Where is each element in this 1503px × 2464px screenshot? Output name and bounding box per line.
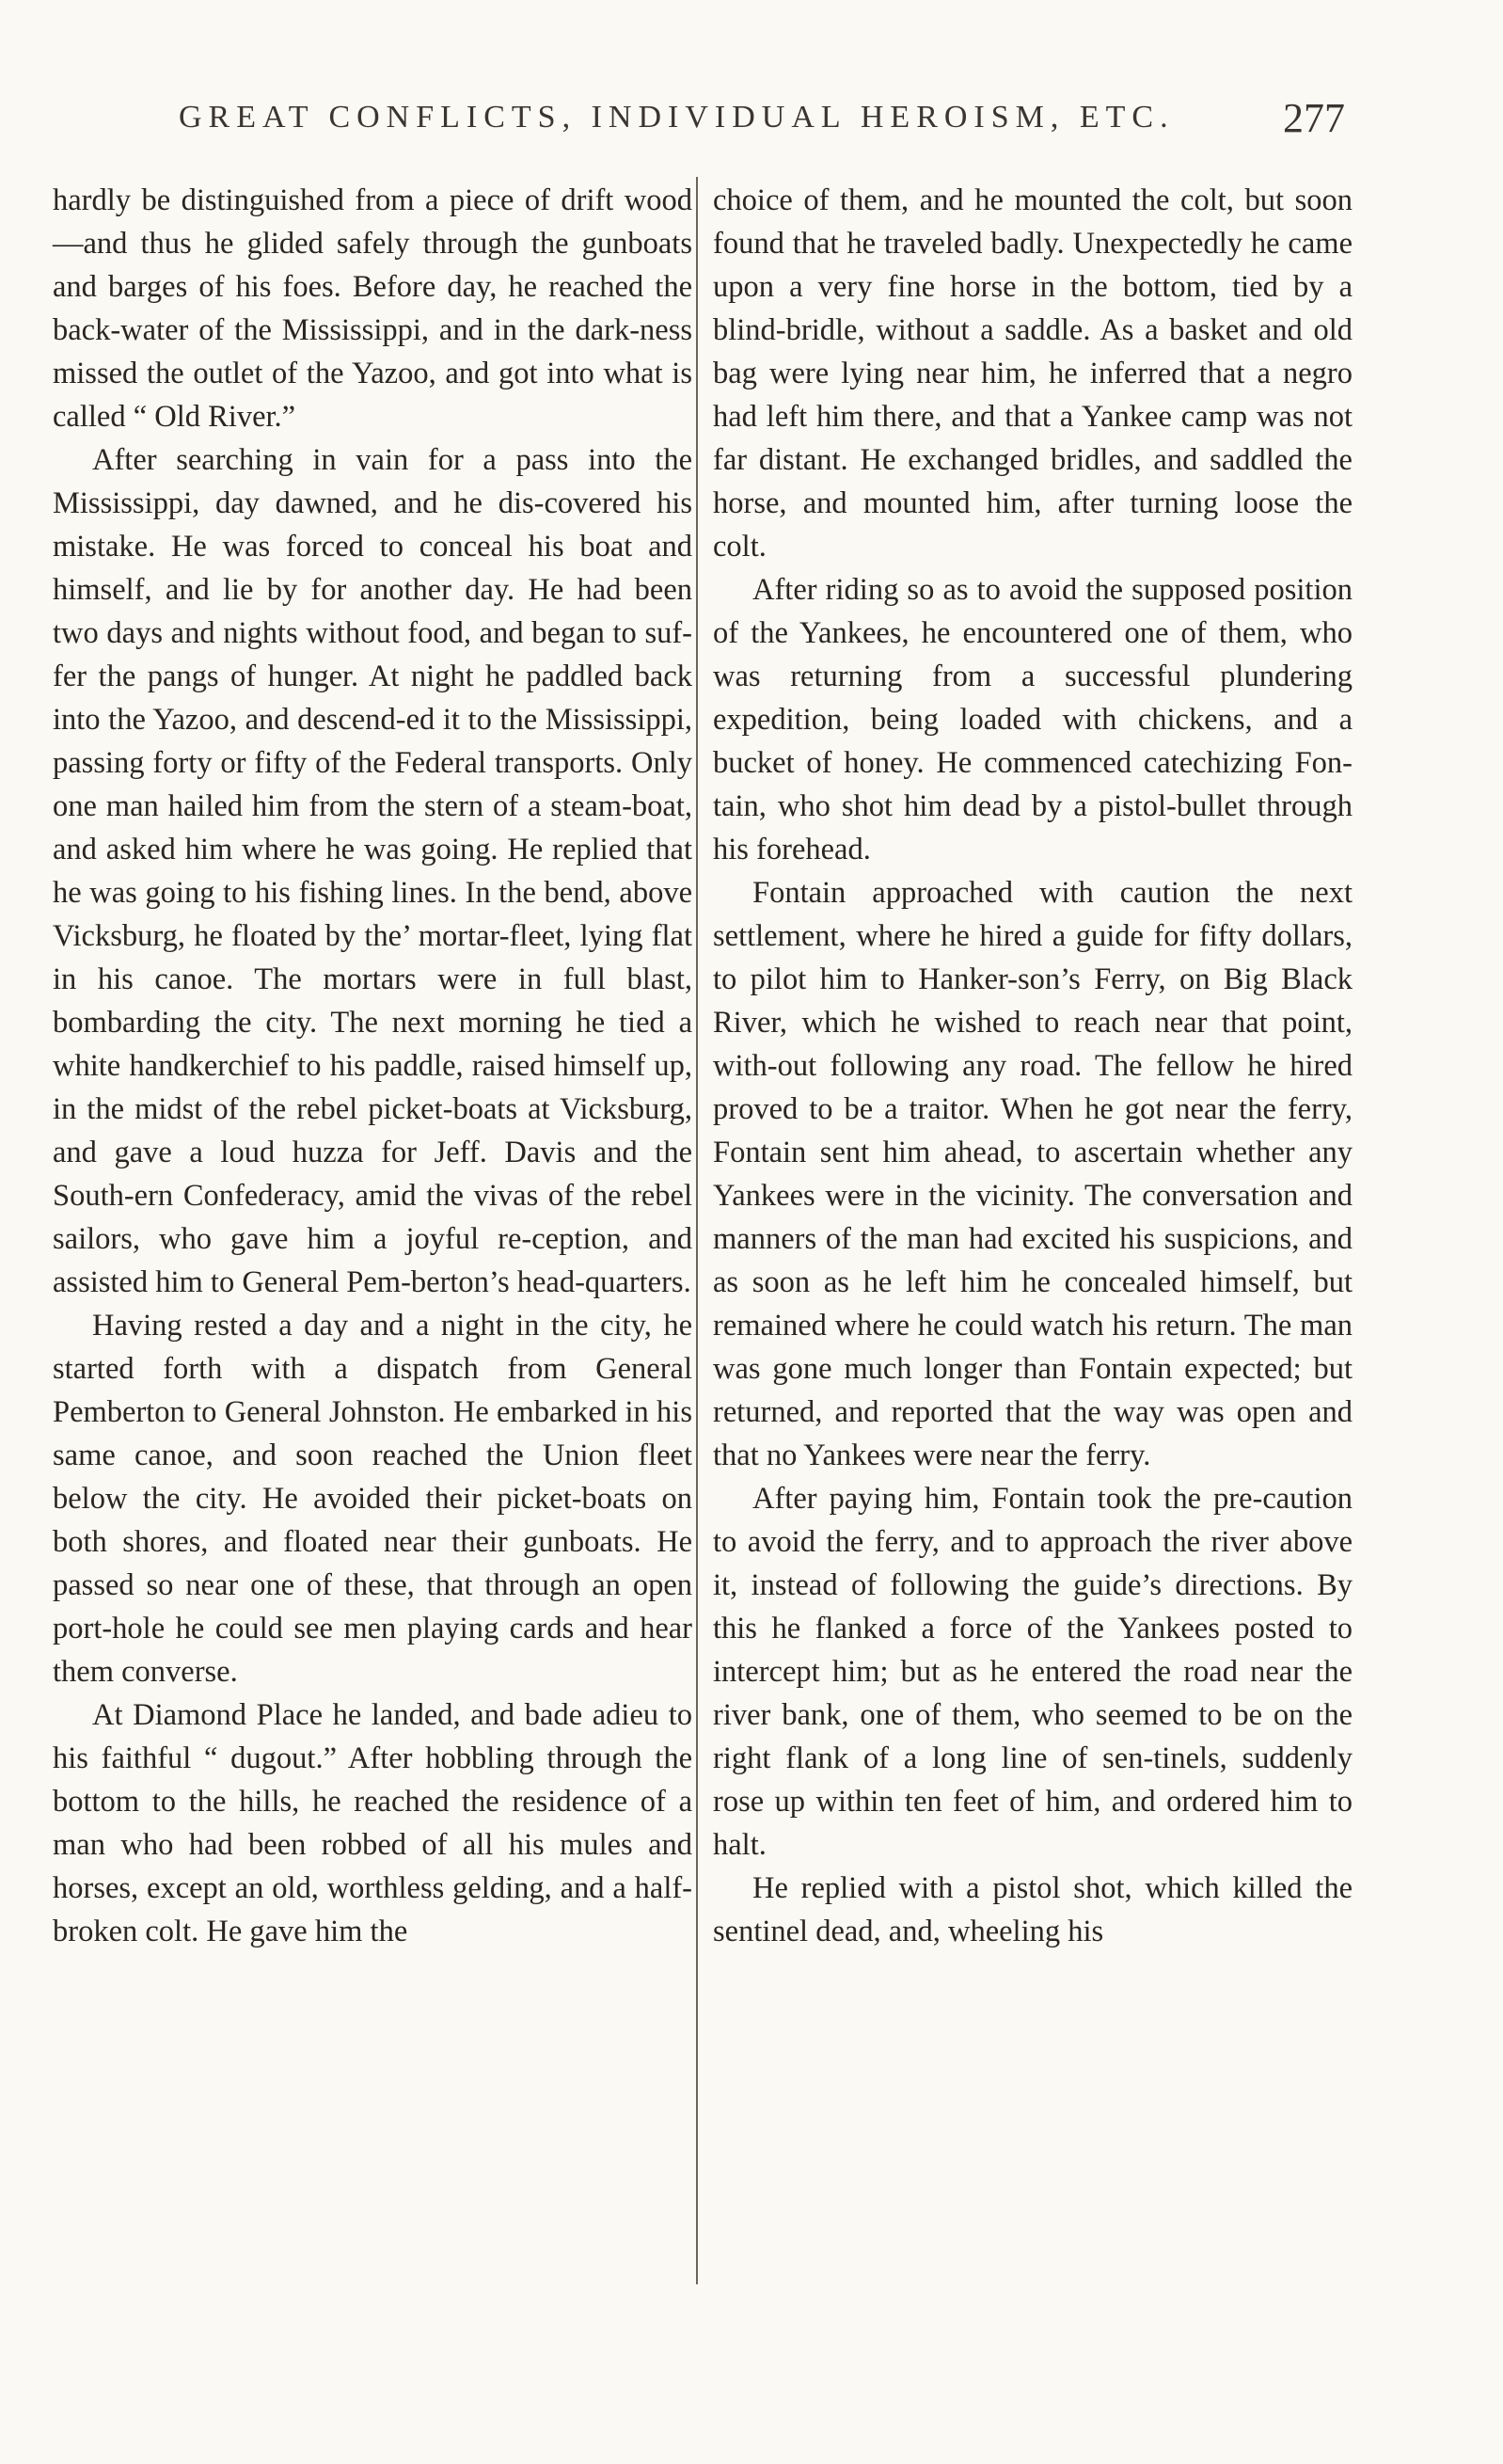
paragraph: After riding so as to avoid the supposed position of the Yankees, he encountered one of them, who was returning from a successful plundering expedition, being loaded with chickens, and a bucket of honey. He commenced catechizing Fon-tain, who shot him dead by a pistol-bullet through his forehead. bbox=[713, 573, 1353, 866]
page-header bbox=[179, 94, 1345, 151]
paragraph: Fontain approached with caution the next settlement, where he hired a guide for fifty dollars, to pilot him to Hanker-son’s Ferry, on Big Black River, which he wished to reach near that point, with-out following any road. The fellow he hired proved to be a traitor. When he got near the ferry, Fontain sent him ahead, to ascertain whether any Yankees were in the vicinity. The conversation and manners of the man had excited his suspicions, and as soon as he left him he concealed himself, but remained where he could watch his return. The man was gone much longer than Fontain expected; but returned, and reported that the way was open and that no Yankees were near the ferry. bbox=[713, 876, 1353, 1472]
paragraph: At Diamond Place he landed, and bade adieu to his faithful “ dugout.” After hobbling through the bottom to the hills, he reached the residence of a man who had been robbed of all his mules and horses, except an old, worthless gelding, and a half-broken colt. He gave him the bbox=[53, 1698, 692, 1948]
paragraph: After searching in vain for a pass into the Mississippi, day dawned, and he dis-covered his mistake. He was forced to conceal his boat and himself, and lie by for another day. He had been two days and nights without food, and began to suf-fer the pangs of hunger. At night he paddled back into the Yazoo, and descend-ed it to the Mississippi, passing forty or fifty of the Federal transports. Only one man hailed him from the stern of a steam-boat, and asked him where he was going. He replied that he was going to his fishing lines. In the bend, above Vicksburg, he floated by the’ mortar-fleet, lying flat in his canoe. The mortars were in full blast, bombarding the city. The next morning he tied a white handkerchief to his paddle, raised himself up, in the midst of the rebel picket-boats at Vicksburg, and gave a loud huzza for Jeff. Davis and the South-ern Confederacy, amid the vivas of the rebel sailors, who gave him a joyful re-ception, and assisted him to General Pem-berton’s head-quarters. bbox=[53, 443, 692, 1299]
right-column bbox=[713, 179, 1353, 1953]
left-column bbox=[53, 179, 692, 1953]
paragraph: choice of them, and he mounted the colt, but soon found that he traveled badly. Unexpectedly he came upon a very fine horse in the bottom, tied by a blind-bridle, without a saddle. As a basket and old bag were lying near him, he inferred that a negro had left him there, and that a Yankee camp was not far distant. He exchanged bridles, and saddled the horse, and mounted him, after turning loose the colt. bbox=[713, 183, 1353, 564]
column-divider bbox=[696, 177, 698, 2284]
page-number: 277 bbox=[1283, 95, 1345, 141]
running-head: GREAT CONFLICTS, INDIVIDUAL HEROISM, ETC. bbox=[179, 100, 1175, 135]
paragraph: hardly be distinguished from a piece of drift wood—and thus he glided safely through the gunboats and barges of his foes. Before day, he reached the back-water of the Mississippi, and in the dark-ness missed the outlet of the Yazoo, and got into what is called “ Old River.” bbox=[53, 183, 692, 434]
paragraph: He replied with a pistol shot, which killed the sentinel dead, and, wheeling his bbox=[713, 1871, 1353, 1948]
paragraph: After paying him, Fontain took the pre-caution to avoid the ferry, and to approach the river above it, instead of following the guide’s directions. By this he flanked a force of the Yankees posted to intercept him; but as he entered the road near the river bank, one of them, who seemed to be on the right flank of a long line of sen-tinels, suddenly rose up within ten feet of him, and ordered him to halt. bbox=[713, 1482, 1353, 1862]
paragraph: Having rested a day and a night in the city, he started forth with a dispatch from General Pemberton to General Johnston. He embarked in his same canoe, and soon reached the Union fleet below the city. He avoided their picket-boats on both shores, and floated near their gunboats. He passed so near one of these, that through an open port-hole he could see men playing cards and hear them converse. bbox=[53, 1309, 692, 1689]
